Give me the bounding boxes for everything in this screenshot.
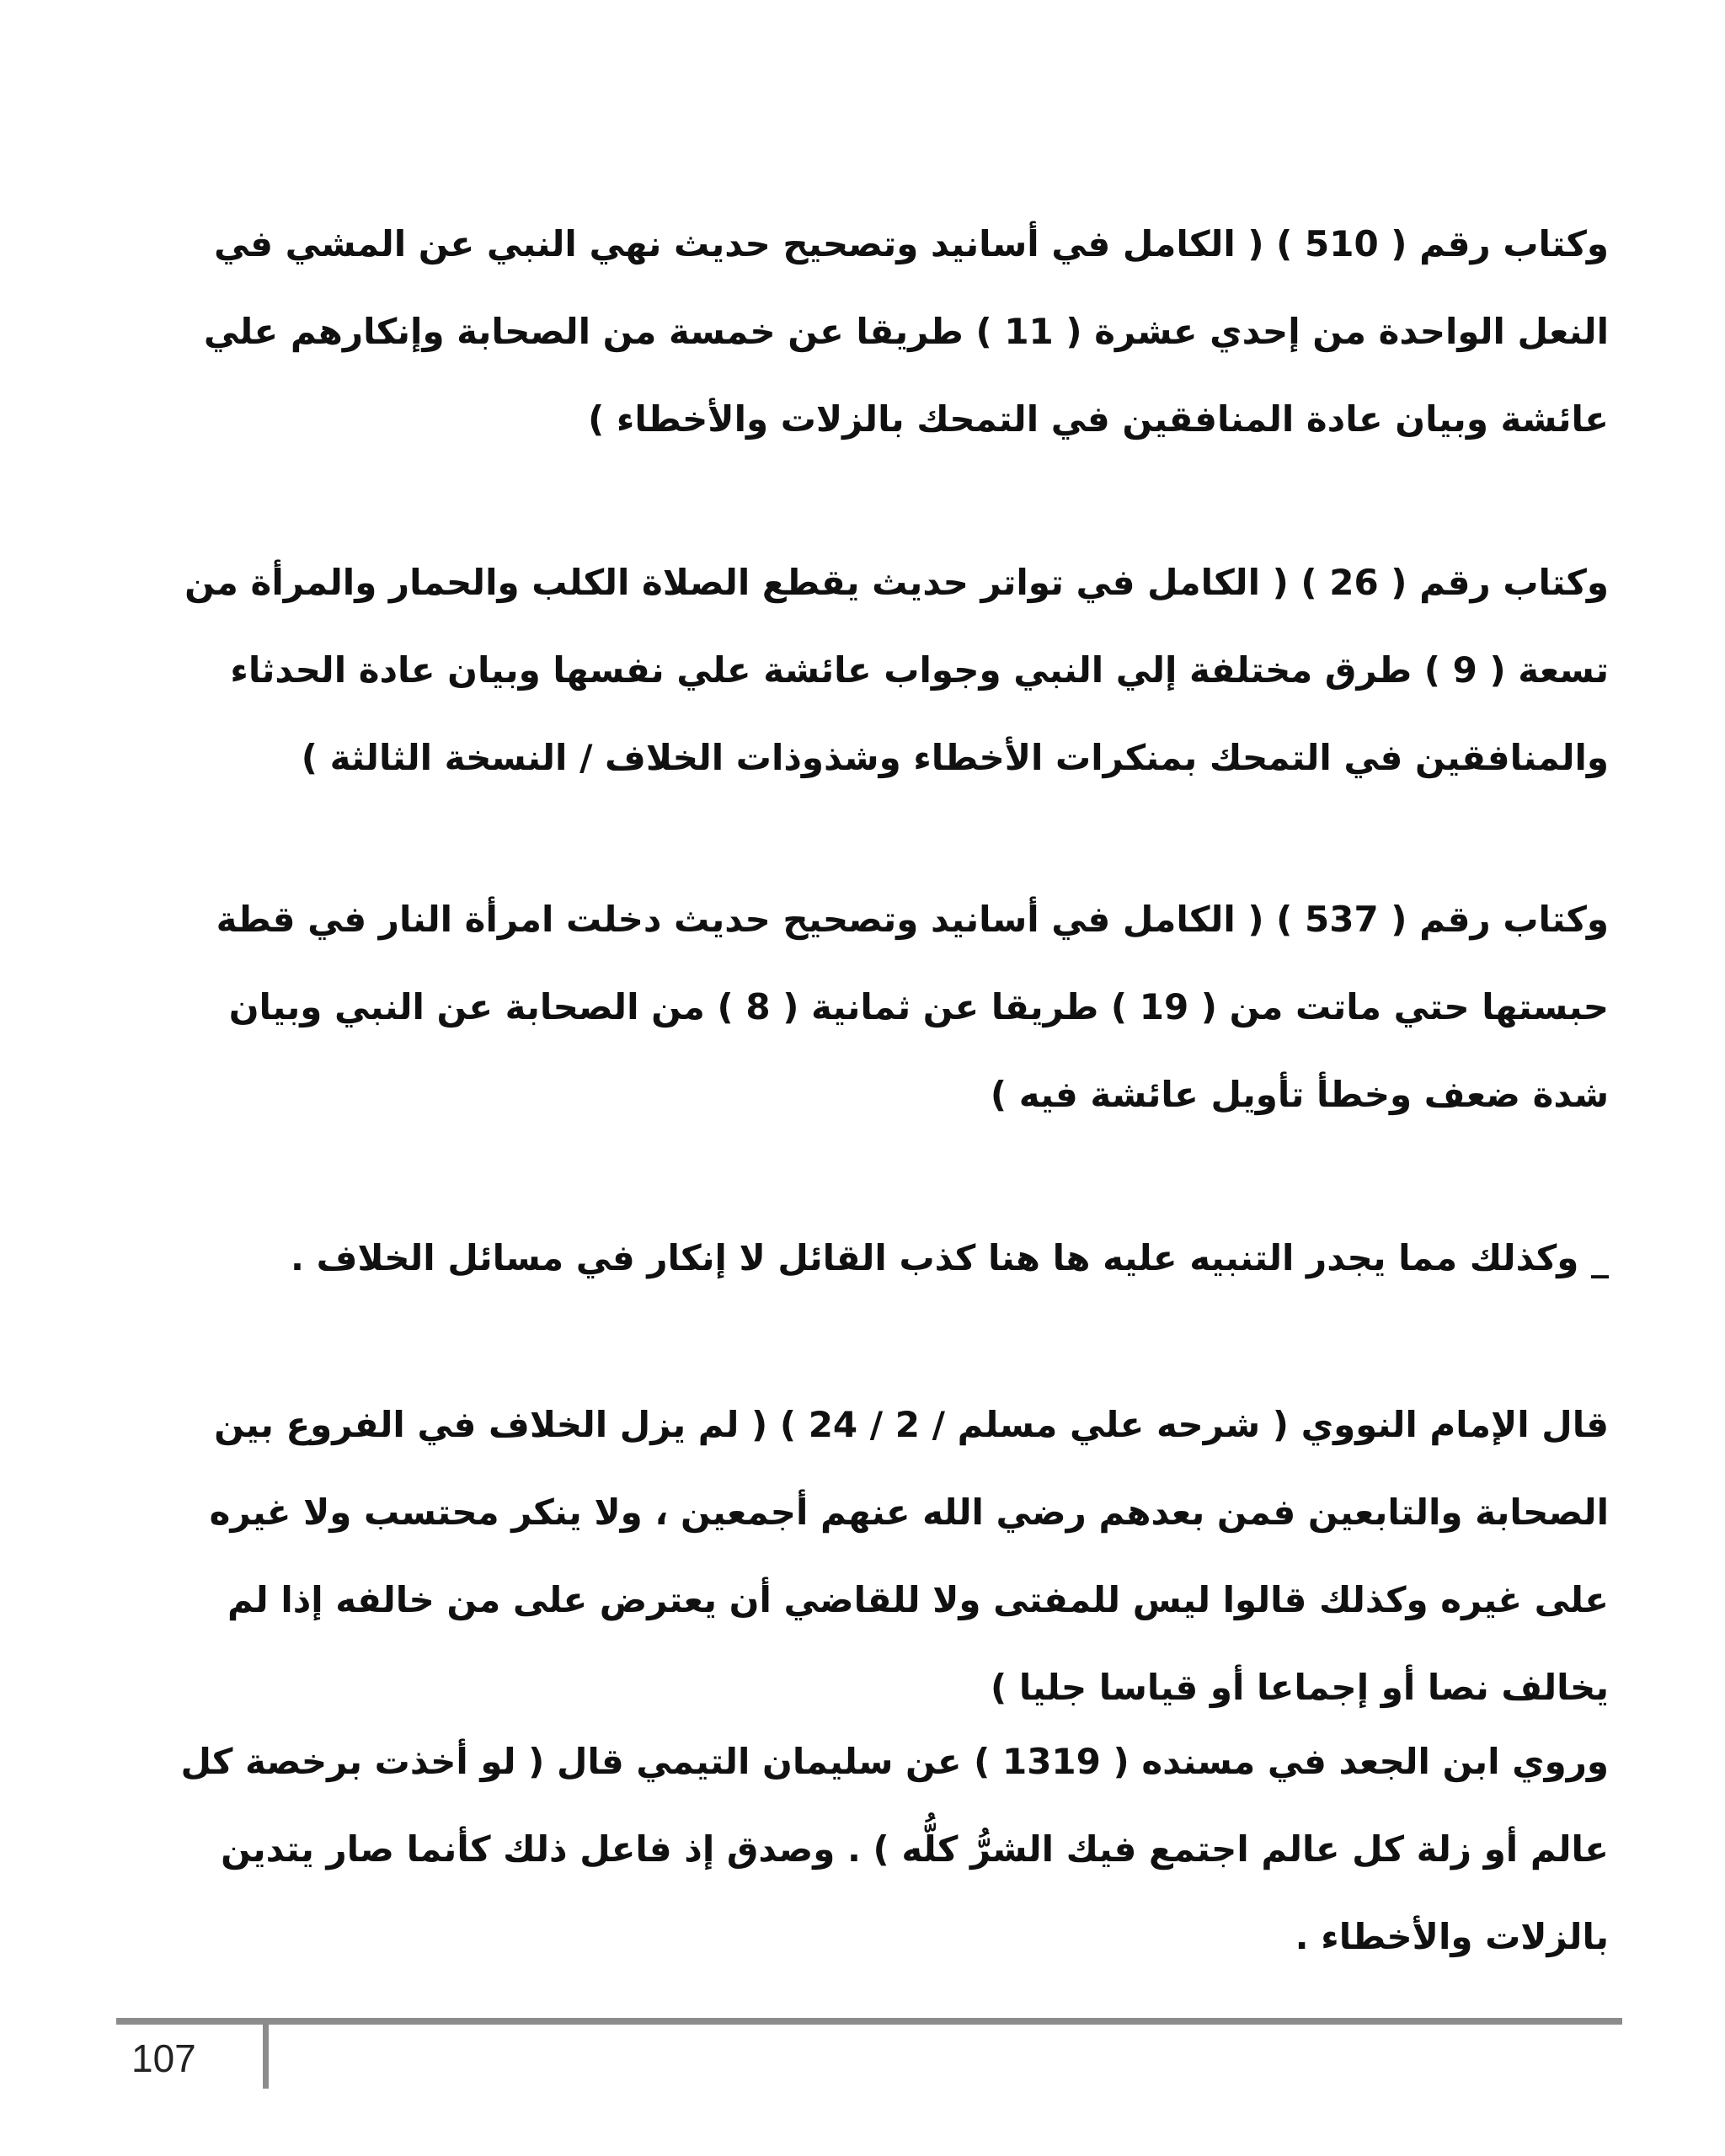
paragraph-nawawi-quote: قال الإمام النووي ( شرحه علي مسلم / 2 / 24 ) ( لم يزل الخلاف في الفروع بين الصحابة والتابعين فمن بعدهم رضي الله عنهم أجمعين ، ولا ينكر محتسب ولا غيره على غيره وكذلك قالوا ليس للمفتى ولا للقاضي أن يعترض على من خالفه إذا لم يخالف نصا أو إجماعا أو قياسا جليا ): [209, 1404, 1609, 1708]
footer-divider-tick: [263, 2025, 269, 2089]
paragraph-book-26: وكتاب رقم ( 26 ) ( الكامل في تواتر حديث يقطع الصلاة الكلب والحمار والمرأة من تسعة ( 9 ) طرق مختلفة إلي النبي وجواب عائشة علي نفسها وبيان عادة الحدثاء والمنافقين في التمحك بمنكرات الأخطاء وشذوذات الخلاف / النسخة الثالثة ): [184, 562, 1609, 778]
paragraph-note: _ وكذلك مما يجدر التنبيه عليه ها هنا كذب القائل لا إنكار في مسائل الخلاف .: [291, 1237, 1609, 1278]
page-number: 107: [131, 2036, 196, 2080]
paragraph-book-510: وكتاب رقم ( 510 ) ( الكامل في أسانيد وتصحيح حديث نهي النبي عن المشي في النعل الواحدة من إحدي عشرة ( 11 ) طريقا عن خمسة من الصحابة وإنكارهم علي عائشة وبيان عادة المنافقين في التمحك بالزلات والأخطاء ): [203, 223, 1609, 440]
paragraph-ibn-aljaad-quote: وروي ابن الجعد في مسنده ( 1319 ) عن سليمان التيمي قال ( لو أخذت برخصة كل عالم أو زلة كل عالم اجتمع فيك الشرُّ كلُّه ) . وصدق إذ فاعل ذلك كأنما صار يتدين بالزلات والأخطاء .: [180, 1741, 1609, 1957]
paragraph-book-537: وكتاب رقم ( 537 ) ( الكامل في أسانيد وتصحيح حديث دخلت امرأة النار في قطة حبستها حتي ماتت من ( 19 ) طريقا عن ثمانية ( 8 ) من الصحابة عن النبي وبيان شدة ضعف وخطأ تأويل عائشة فيه ): [216, 899, 1609, 1115]
footer-rule: [116, 2018, 1622, 2025]
